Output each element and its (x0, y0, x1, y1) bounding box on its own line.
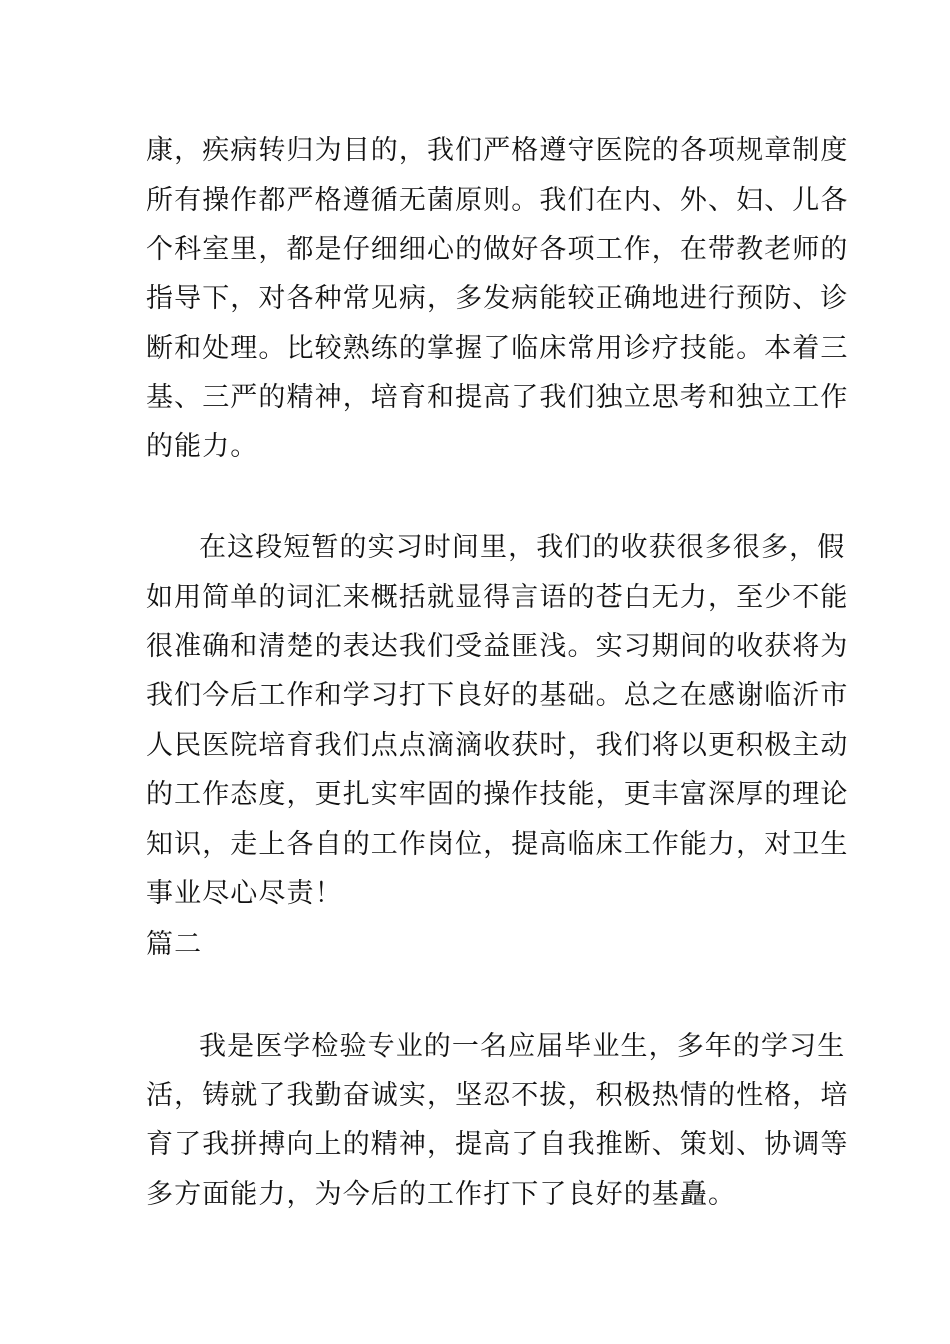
paragraph-line: 康，疾病转归为目的，我们严格遵守医院的各项规章制度 (146, 135, 849, 166)
paragraph-line: 事业尽心尽责！ (146, 878, 343, 909)
paragraph-line: 指导下，对各种常见病，多发病能较正确地进行预防、诊 (146, 283, 849, 314)
paragraph-line: 知识，走上各自的工作岗位，提高临床工作能力，对卫生 (146, 829, 849, 860)
paragraph-line: 个科室里，都是仔细细心的做好各项工作，在带教老师的 (146, 234, 849, 265)
paragraph-line: 的工作态度，更扎实牢固的操作技能，更丰富深厚的理论 (146, 779, 849, 810)
section-heading: 篇二 (146, 929, 203, 960)
paragraph-line: 所有操作都严格遵循无菌原则。我们在内、外、妇、儿各 (146, 185, 849, 216)
paragraph-line: 多方面能力，为今后的工作打下了良好的基矗。 (146, 1179, 737, 1210)
paragraph-line: 的能力。 (146, 431, 259, 462)
paragraph-line: 在这段短暂的实习时间里，我们的收获很多很多，假 (199, 532, 846, 563)
paragraph-line: 活，铸就了我勤奋诚实，坚忍不拔，积极热情的性格，培 (146, 1080, 849, 1111)
paragraph-line: 如用简单的词汇来概括就显得言语的苍白无力，至少不能 (146, 582, 849, 613)
paragraph-line: 断和处理。比较熟练的掌握了临床常用诊疗技能。本着三 (146, 333, 849, 364)
paragraph-line: 育了我拼搏向上的精神，提高了自我推断、策划、协调等 (146, 1129, 849, 1160)
paragraph-line: 我是医学检验专业的一名应届毕业生，多年的学习生 (199, 1031, 846, 1062)
paragraph-line: 我们今后工作和学习打下良好的基础。总之在感谢临沂市 (146, 680, 849, 711)
paragraph-line: 人民医院培育我们点点滴滴收获时，我们将以更积极主动 (146, 730, 849, 761)
paragraph-line: 很准确和清楚的表达我们受益匪浅。实习期间的收获将为 (146, 631, 849, 662)
paragraph-line: 基、三严的精神，培育和提高了我们独立思考和独立工作 (146, 382, 849, 413)
